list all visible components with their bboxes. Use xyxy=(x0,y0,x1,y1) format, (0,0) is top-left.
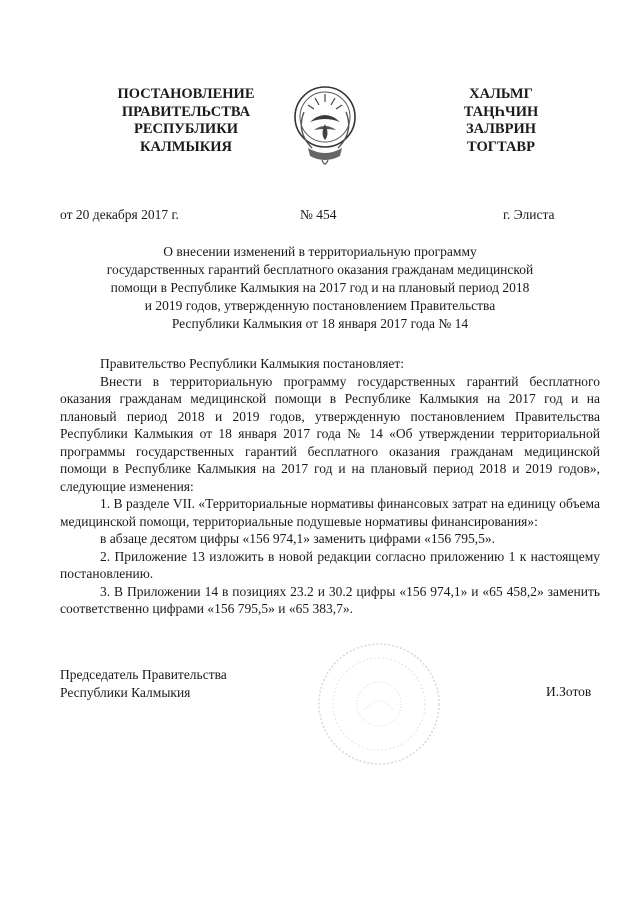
document-city: г. Элиста xyxy=(503,207,555,222)
document-title xyxy=(60,243,580,333)
title-line: помощи в Республике Калмыкия на 2017 год и на плановый период 2018 xyxy=(110,280,530,295)
official-seal xyxy=(315,640,443,768)
signatory-position-line: Председатель Правительства xyxy=(60,667,227,682)
coat-of-arms-emblem xyxy=(286,72,364,172)
signatory-name: И.Зотов xyxy=(546,684,592,699)
body-paragraph: 2. Приложение 13 изложить в новой редакции согласно приложению 1 к настоящему постановлению. xyxy=(60,548,600,581)
header-right xyxy=(446,86,556,156)
header-right-line: ТАҢҺЧИН xyxy=(463,103,539,120)
document-date: от 20 декабря 2017 г. xyxy=(60,207,179,222)
header-right-line: ТОГТАВР xyxy=(467,138,535,155)
title-line: и 2019 годов, утвержденную постановлением Правительства xyxy=(144,298,496,313)
signatory-position xyxy=(60,666,227,702)
header-left xyxy=(86,86,286,156)
body-paragraph: 1. В разделе VII. «Территориальные нормативы финансовых затрат на единицу объема медицинской помощи, территориальные подушевые нормативы финансирования»: xyxy=(60,496,600,529)
header-right-line: ЗАЛВРИН xyxy=(465,121,536,137)
title-line: государственных гарантий бесплатного оказания гражданам медицинской xyxy=(106,262,534,277)
signatory-position-line: Республики Калмыкия xyxy=(60,685,191,700)
header-left-line: ПРАВИТЕЛЬСТВА xyxy=(121,103,251,120)
header-left-line: КАЛМЫКИЯ xyxy=(140,138,232,155)
title-line: Республики Калмыкия от 18 января 2017 года № 14 xyxy=(171,316,469,331)
header-left-line: ПОСТАНОВЛЕНИЕ xyxy=(117,86,255,102)
body-paragraph: 3. В Приложении 14 в позициях 23.2 и 30.2 цифры «156 974,1» и «65 458,2» заменить соответственно цифрами «156 795,5» и «65 383,7». xyxy=(60,583,600,616)
body-paragraph: Правительство Республики Калмыкия постановляет: xyxy=(100,356,405,371)
body-paragraph: Внести в территориальную программу государственных гарантий бесплатного оказания гражданам медицинской помощи в Республике Калмыкия на 2017 год и на плановый период 2018 и 2019 годов, утвержденную постановлением Правительства Республики Калмыкия от 18 января 2017 года № 14 «Об утверждении территориальной программы государственных гарантий бесплатного оказания гражданам медицинской помощи в Республике Калмыкия на 2017 год и на плановый период 2018 и 2019 годов», следующие изменения: xyxy=(60,373,600,494)
body-paragraph: в абзаце десятом цифры «156 974,1» заменить цифрами «156 795,5». xyxy=(100,531,496,546)
header-left-line: РЕСПУБЛИКИ xyxy=(133,121,239,137)
header-right-line: ХАЛЬМГ xyxy=(469,86,533,102)
document-number: № 454 xyxy=(300,207,337,222)
document-body xyxy=(60,355,600,618)
title-line: О внесении изменений в территориальную программу xyxy=(163,244,477,259)
